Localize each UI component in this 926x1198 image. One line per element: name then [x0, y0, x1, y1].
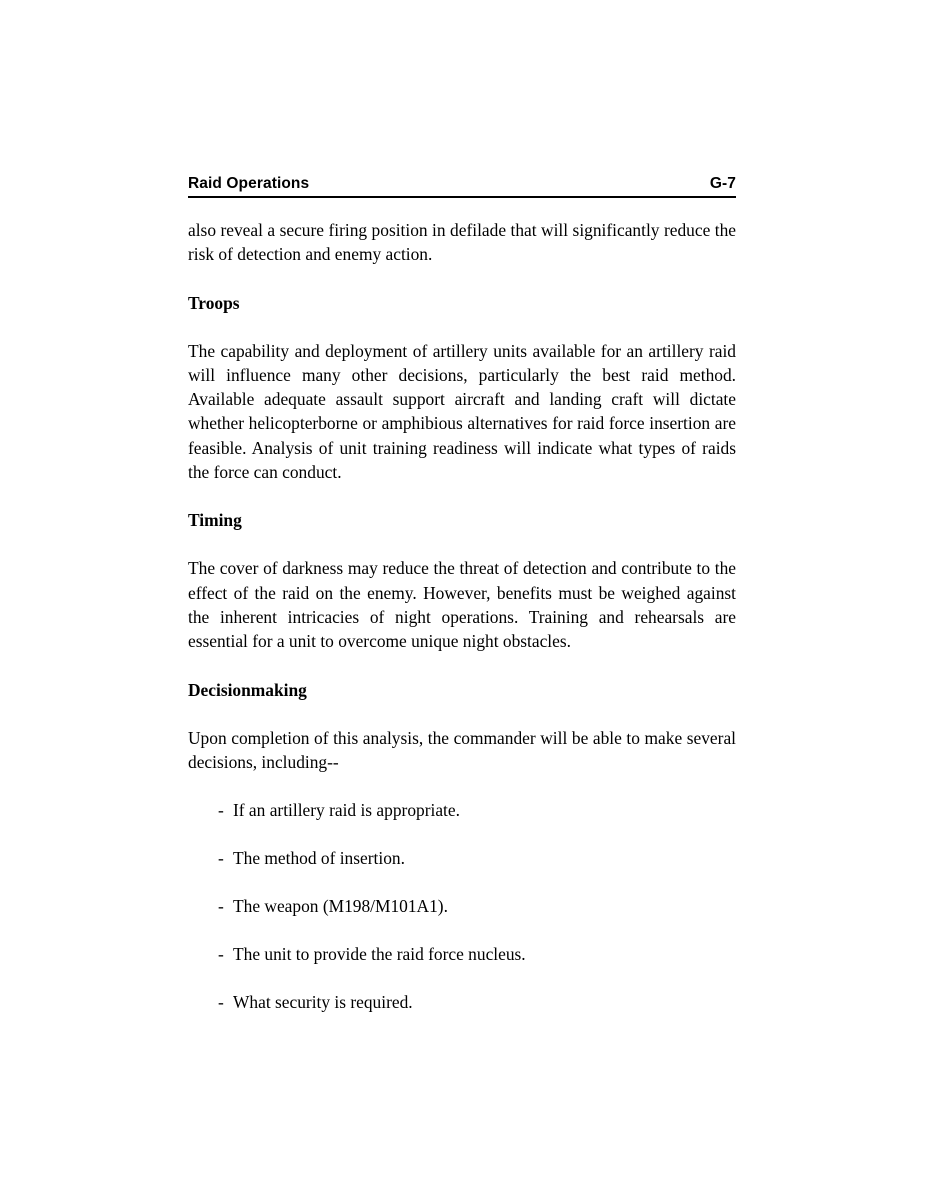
list-item	[188, 894, 736, 918]
list-item	[188, 798, 736, 822]
list-dash: -	[218, 800, 224, 821]
section-paragraph-timing: The cover of darkness may reduce the threat of detection and contribute to the effect of the raid on the enemy. However, benefits must be weighed against the inherent intricacies of night operations. Training and rehearsals are essential for a unit to overcome unique night obstacles.	[188, 558, 736, 652]
section-heading-decisionmaking: Decisionmaking	[188, 679, 307, 700]
decision-list	[188, 798, 736, 1014]
list-dash: -	[218, 848, 224, 869]
running-header	[188, 175, 736, 198]
page-number: G-7	[709, 175, 736, 192]
list-item	[188, 942, 736, 966]
list-item-text: The weapon (M198/M101A1).	[233, 896, 448, 917]
section-heading-troops: Troops	[188, 292, 240, 313]
list-dash: -	[218, 896, 224, 917]
list-item-text: If an artillery raid is appropriate.	[233, 800, 460, 821]
list-dash: -	[218, 992, 224, 1013]
list-item	[188, 990, 736, 1014]
page-content	[188, 175, 736, 1038]
list-item	[188, 846, 736, 870]
section-heading-timing: Timing	[188, 510, 242, 531]
section-paragraph-decisionmaking: Upon completion of this analysis, the commander will be able to make several decisions, including--	[188, 727, 736, 772]
header-title: Raid Operations	[188, 175, 310, 192]
list-item-text: What security is required.	[233, 992, 413, 1013]
list-item-text: The method of insertion.	[233, 848, 405, 869]
intro-paragraph: also reveal a secure firing position in defilade that will significantly reduce the risk of detection and enemy action.	[188, 220, 736, 265]
section-paragraph-troops: The capability and deployment of artillery units available for an artillery raid will influence many other decisions, particularly the best raid method. Available adequate assault support aircraft and landing craft will dictate whether helicopterborne or amphibious alternatives for raid force insertion are feasible. Analysis of unit training readiness will indicate what types of raids the force can conduct.	[188, 340, 736, 483]
list-dash: -	[218, 944, 224, 965]
list-item-text: The unit to provide the raid force nucleus.	[233, 944, 526, 965]
